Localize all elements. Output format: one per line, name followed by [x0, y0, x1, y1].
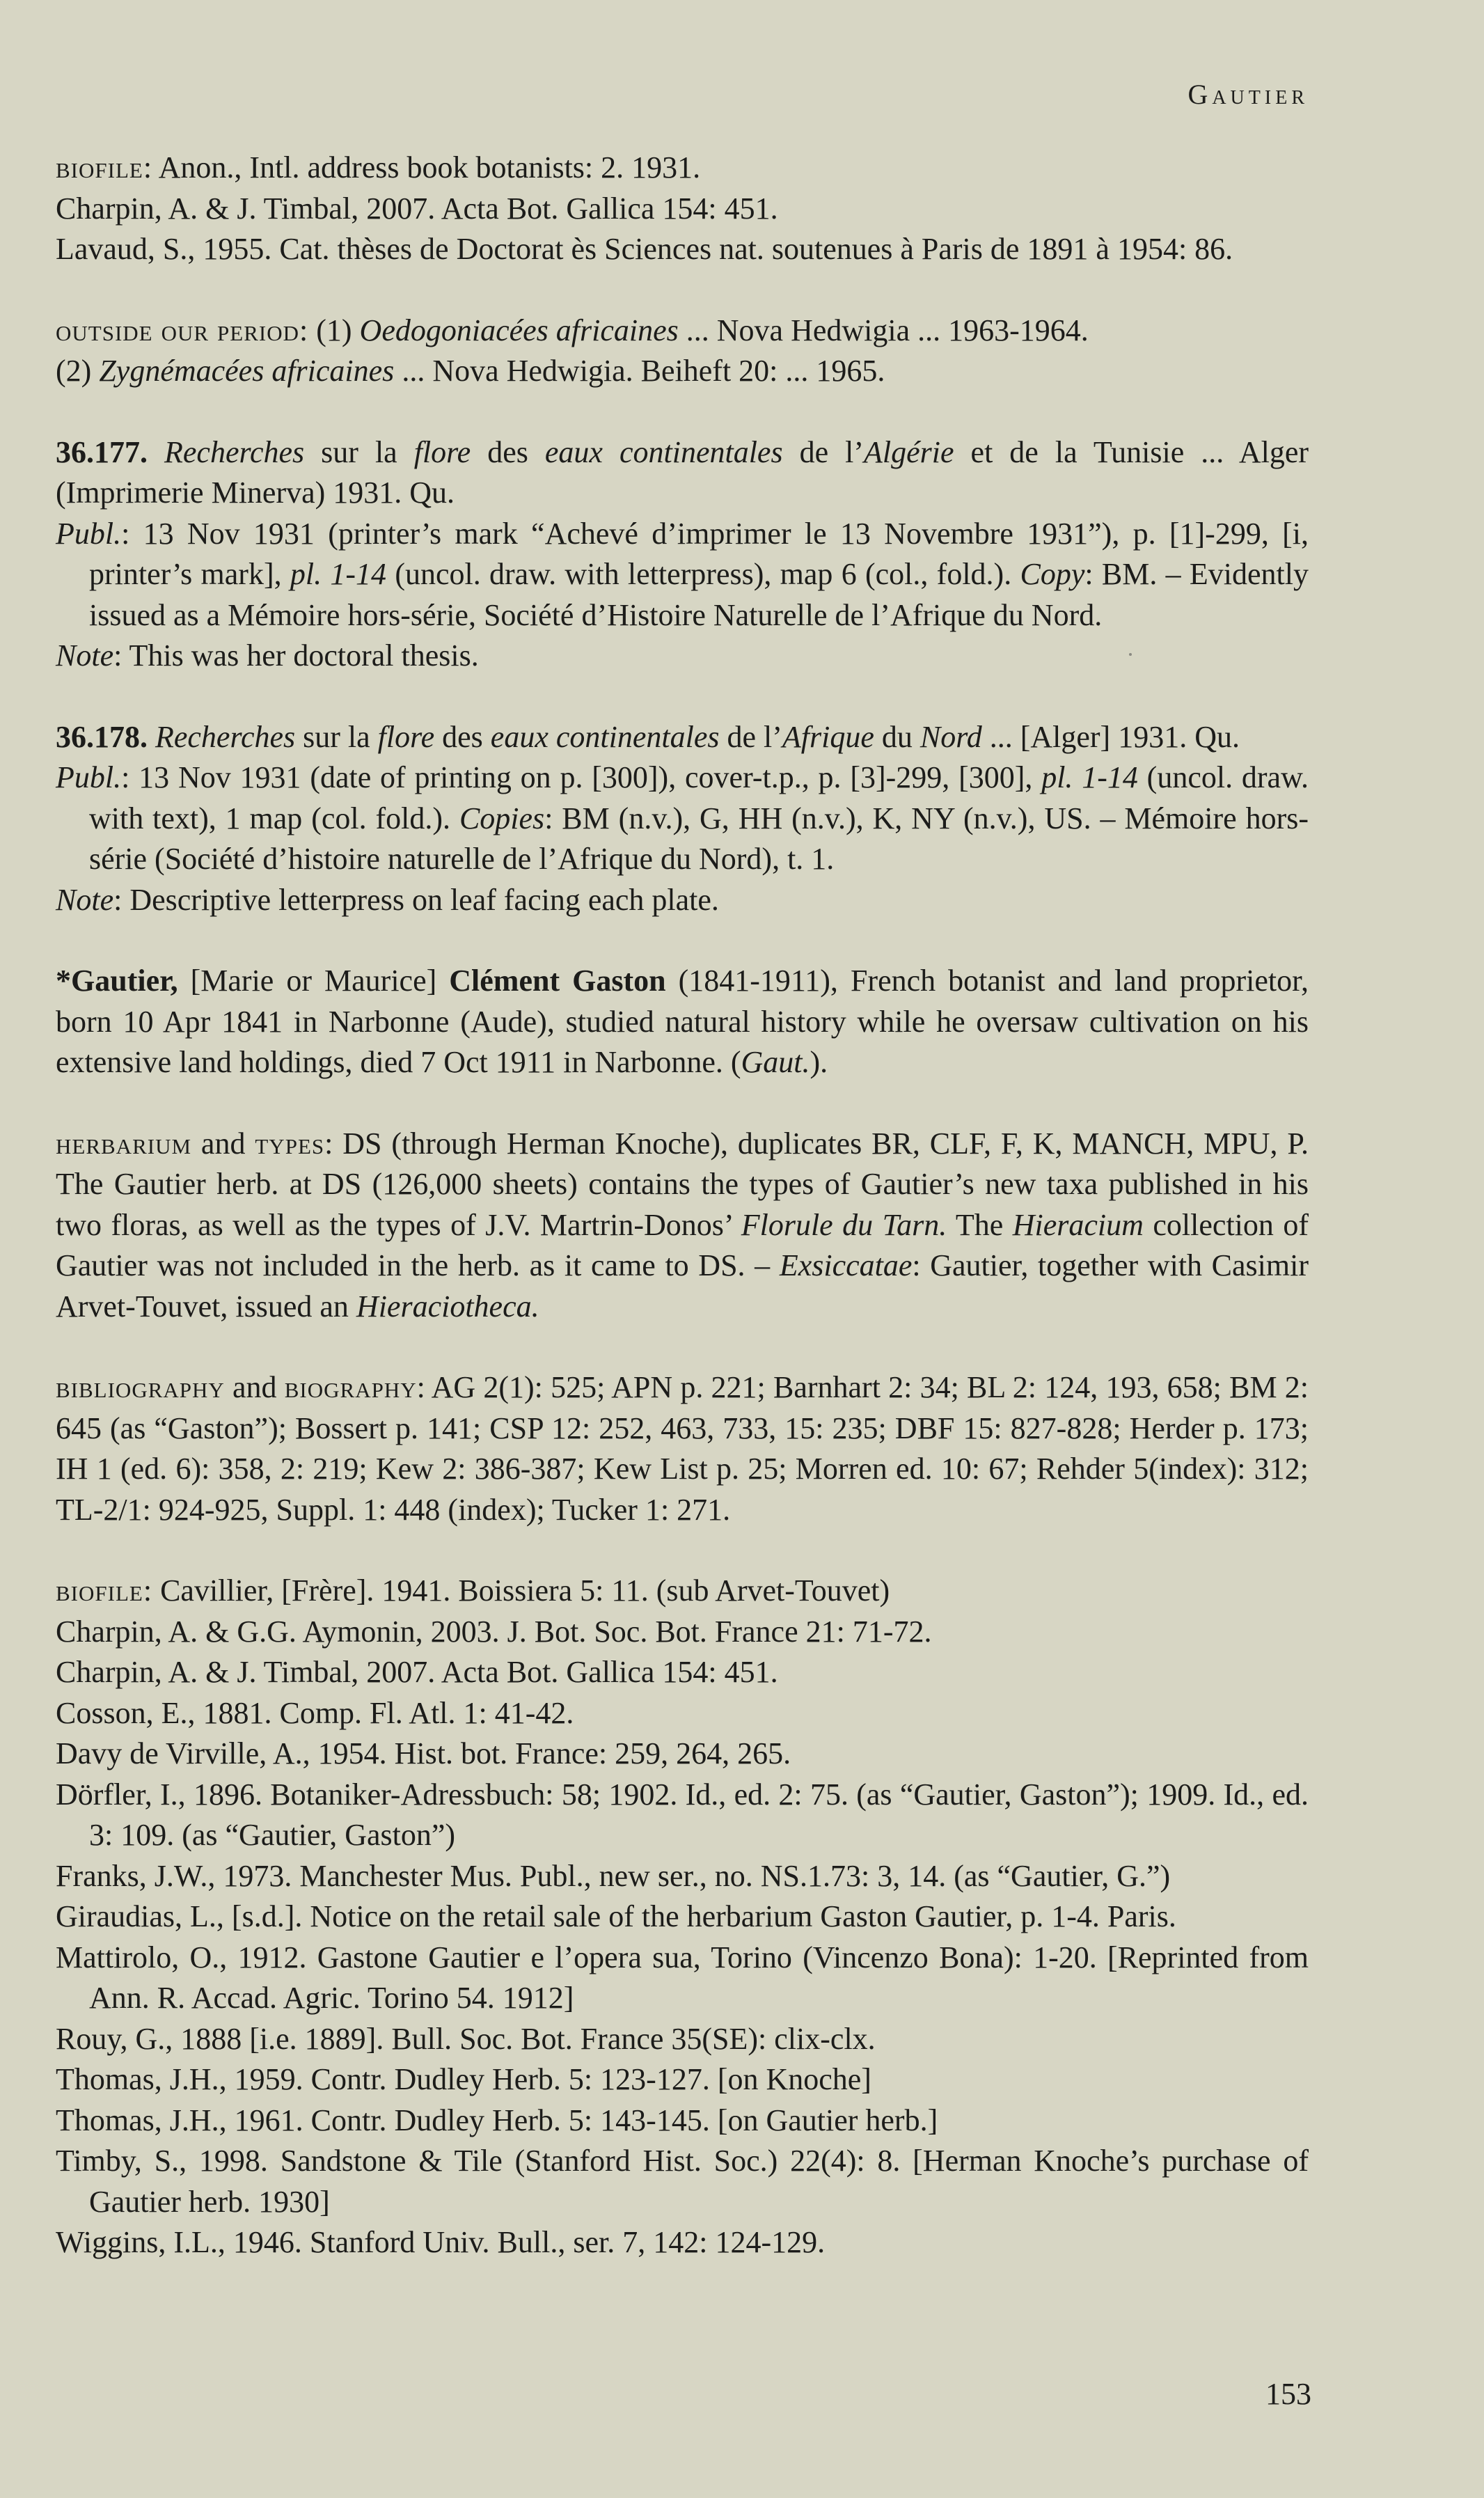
outside-period-section	[56, 311, 1309, 392]
biofile-line: Rouy, G., 1888 [i.e. 1889]. Bull. Soc. Bot. France 35(SE): clix-clx.	[56, 2021, 876, 2056]
page-body	[56, 148, 1309, 2263]
author-paragraph: *Gautier, [Marie or Maurice] Clément Gaston (1841-1911), French botanist and land proprietor, born 10 Apr 1841 in Narbonne (Aude), studied natural history while he oversaw cultivation on his extensive land holdings, died 7 Oct 1911 in Narbonne. (Gaut.).	[56, 964, 1309, 1079]
biofile-line: Lavaud, S., 1955. Cat. thèses de Doctorat ès Sciences nat. soutenues à Paris de 1891 à 1954: 86.	[56, 232, 1233, 266]
biofile-section	[56, 1571, 1309, 2263]
biofile-line: Davy de Virville, A., 1954. Hist. bot. France: 259, 264, 265.	[56, 1736, 791, 1770]
biofile-line: biofile: Anon., Intl. address book botanists: 2. 1931.	[56, 150, 701, 184]
herbarium-paragraph: herbarium and types: DS (through Herman Knoche), duplicates BR, CLF, F, K, MANCH, MPU, P. The Gautier herb. at DS (126,000 sheets) contains the types of Gautier’s new taxa published in his two floras, as well as the types of J.V. Martrin-Donos’ Florule du Tarn. The Hieracium collection of Gautier was not included in the herb. as it came to DS. – Exsiccatae: Gautier, together with Casimir Arvet-Touvet, issued an Hieraciotheca.	[56, 1126, 1309, 1323]
bibliography-section	[56, 1367, 1309, 1530]
entry-note: Note: This was her doctoral thesis.	[56, 638, 479, 673]
outside-period-line: (2) Zygnémacées africaines ... Nova Hedwigia. Beiheft 20: ... 1965.	[56, 354, 885, 388]
biofile-line: Mattirolo, O., 1912. Gastone Gautier e l’opera sua, Torino (Vincenzo Bona): 1-20. [Reprinted from Ann. R. Accad. Agric. Torino 54. 1912]	[56, 1940, 1309, 2015]
biofile-line: Giraudias, L., [s.d.]. Notice on the retail sale of the herbarium Gaston Gautier, p. 1-4. Paris.	[56, 1899, 1176, 1933]
entry-36-178	[56, 717, 1309, 921]
biofile-section	[56, 148, 1309, 270]
biofile-line: Charpin, A. & J. Timbal, 2007. Acta Bot. Gallica 154: 451.	[56, 191, 778, 226]
biofile-line: Wiggins, I.L., 1946. Stanford Univ. Bull., ser. 7, 142: 124-129.	[56, 2225, 826, 2259]
author-biography	[56, 961, 1309, 1083]
biofile-line: Charpin, A. & G.G. Aymonin, 2003. J. Bot. Soc. Bot. France 21: 71-72.	[56, 1614, 932, 1649]
biofile-line: Charpin, A. & J. Timbal, 2007. Acta Bot. Gallica 154: 451.	[56, 1655, 778, 1689]
biofile-line: Thomas, J.H., 1959. Contr. Dudley Herb. 5: 123-127. [on Knoche]	[56, 2062, 871, 2096]
biofile-line: Franks, J.W., 1973. Manchester Mus. Publ., new ser., no. NS.1.73: 3, 14. (as “Gautier, G.”)	[56, 1858, 1171, 1893]
scan-speck	[1129, 653, 1132, 656]
bibliography-paragraph: bibliography and biography: AG 2(1): 525; APN p. 221; Barnhart 2: 34; BL 2: 124, 193, 658; BM 2: 645 (as “Gaston”); Bossert p. 141; CSP 12: 252, 463, 733, 15: 235; DBF 15: 827-828; Herder p. 173; IH 1 (ed. 6): 358, 2: 219; Kew 2: 386-387; Kew List p. 25; Morren ed. 10: 67; Rehder 5(index): 312; TL-2/1: 924-925, Suppl. 1: 448 (index); Tucker 1: 271.	[56, 1370, 1309, 1527]
running-header: Gautier	[1187, 79, 1309, 110]
outside-period-line: outside our period: (1) Oedogoniacées africaines ... Nova Hedwigia ... 1963-1964.	[56, 313, 1089, 347]
biofile-line: Timby, S., 1998. Sandstone & Tile (Stanford Hist. Soc.) 22(4): 8. [Herman Knoche’s purchase of Gautier herb. 1930]	[56, 2144, 1309, 2219]
entry-publication: Publ.: 13 Nov 1931 (date of printing on p. [300]), cover-t.p., p. [3]-299, [300], pl. 1-14 (uncol. draw. with text), 1 map (col. fold.). Copies: BM (n.v.), G, HH (n.v.), K, NY (n.v.), US. – Mémoire hors-série (Société d’histoire naturelle de l’Afrique du Nord), t. 1.	[56, 760, 1309, 876]
entry-title: 36.177. Recherches sur la flore des eaux continentales de l’Algérie et de la Tunisie ... Alger (Imprimerie Minerva) 1931. Qu.	[56, 434, 1309, 510]
biofile-line: Cosson, E., 1881. Comp. Fl. Atl. 1: 41-42.	[56, 1695, 574, 1730]
entry-note: Note: Descriptive letterpress on leaf facing each plate.	[56, 882, 719, 917]
herbarium-section	[56, 1124, 1309, 1328]
biofile-label: biofile:	[56, 150, 153, 184]
biofile-label: biofile:	[56, 1573, 153, 1608]
biofile-line: Thomas, J.H., 1961. Contr. Dudley Herb. 5: 143-145. [on Gautier herb.]	[56, 2103, 938, 2137]
entry-36-177	[56, 432, 1309, 677]
biofile-line: biofile: Cavillier, [Frère]. 1941. Boissiera 5: 11. (sub Arvet-Touvet)	[56, 1573, 890, 1608]
page-number: 153	[1265, 2377, 1311, 2411]
entry-title: 36.178. Recherches sur la flore des eaux continentales de l’Afrique du Nord ... [Alger] 1931. Qu.	[56, 719, 1240, 754]
biofile-line: Dörfler, I., 1896. Botaniker-Adressbuch: 58; 1902. Id., ed. 2: 75. (as “Gautier, Gaston”); 1909. Id., ed. 3: 109. (as “Gautier, Gaston”)	[56, 1777, 1309, 1852]
entry-publication: Publ.: 13 Nov 1931 (printer’s mark “Achevé d’imprimer le 13 Novembre 1931”), p. [1]-299, [i, printer’s mark], pl. 1-14 (uncol. draw. with letterpress), map 6 (col., fold.). Copy: BM. – Evidently issued as a Mémoire hors-série, Société d’Histoire Naturelle de l’Afrique du Nord.	[56, 516, 1309, 632]
